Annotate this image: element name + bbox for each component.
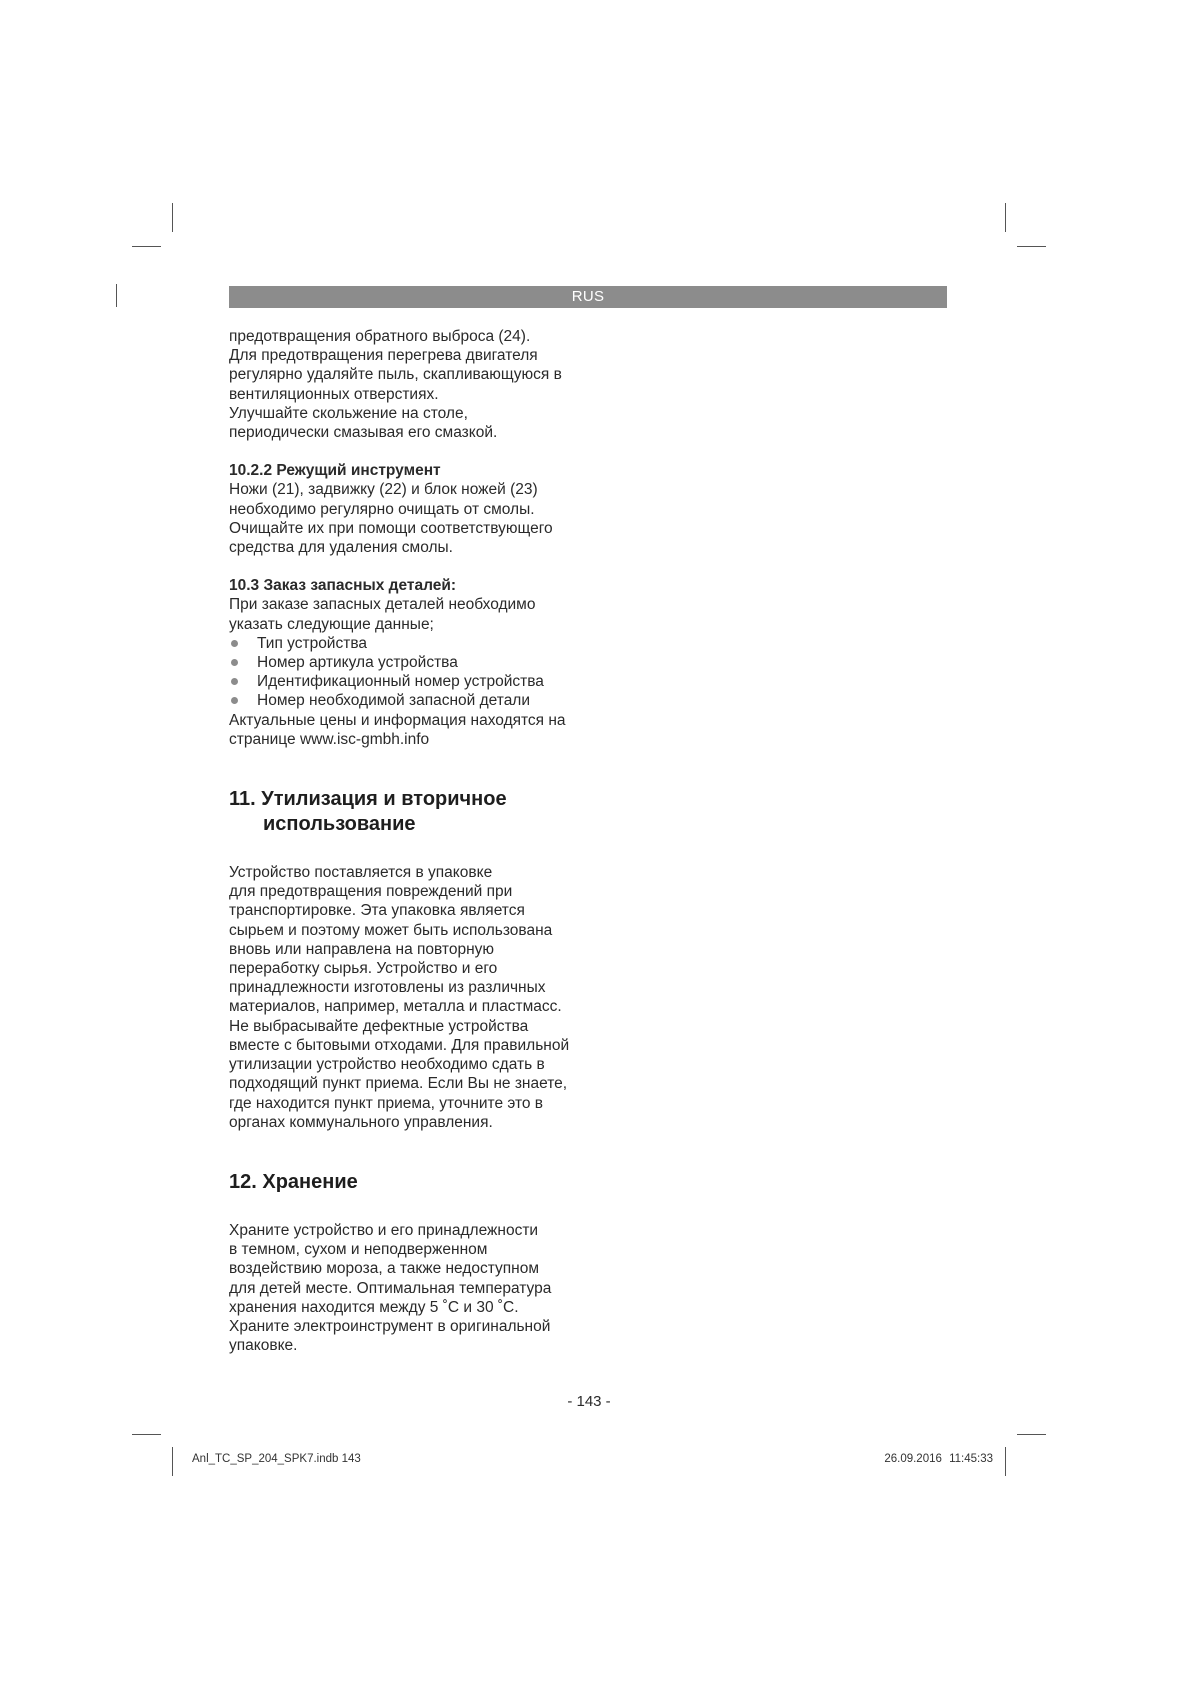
text-line: указать следующие данные; [229, 615, 434, 633]
storage-paragraph [229, 1221, 599, 1355]
bullet-icon [231, 640, 238, 647]
crop-mark [1017, 246, 1046, 247]
storage-title [229, 1170, 599, 1195]
text-line: утилизации устройство необходимо сдать в [229, 1056, 545, 1074]
language-label: RUS [571, 288, 605, 305]
text-line: упаковке. [229, 1337, 298, 1355]
text-line: органах коммунального управления. [229, 1113, 493, 1131]
crop-mark [1017, 1434, 1046, 1435]
disposal-title-line: использование [263, 813, 416, 836]
disposal-paragraph [229, 863, 599, 1132]
text-line: материалов, например, металла и пластмасс. [229, 998, 562, 1016]
text-line: необходимо регулярно очищать от смолы. [229, 500, 535, 518]
disposal-title [229, 787, 599, 837]
list-item-text: Номер артикула устройства [257, 654, 458, 672]
page-number: - 143 - [567, 1393, 611, 1410]
spare-parts-section [229, 576, 599, 749]
crop-mark [132, 246, 161, 247]
list-item-text: Номер необходимой запасной детали [257, 692, 531, 710]
crop-mark [1005, 203, 1006, 232]
list-item-text: Тип устройства [257, 634, 367, 652]
disposal-title-line: 11. Утилизация и вторичное [229, 788, 507, 811]
crop-mark [1005, 1447, 1006, 1476]
text-line: Храните устройство и его принадлежности [229, 1221, 539, 1239]
list-item [229, 653, 599, 672]
text-line: предотвращения обратного выброса (24). [229, 328, 531, 345]
crop-mark [172, 203, 173, 232]
text-line: периодически смазывая его смазкой. [229, 424, 498, 442]
list-item [229, 672, 599, 691]
text-line: транспортировке. Эта упаковка является [229, 902, 525, 920]
text-line: регулярно удаляйте пыль, скапливающуюся в [229, 366, 562, 384]
spare-parts-heading: 10.3 Заказ запасных деталей: [229, 577, 457, 595]
continuation-paragraph [229, 327, 599, 442]
crop-mark [116, 284, 117, 307]
text-line: для детей месте. Оптимальная температура [229, 1279, 552, 1297]
text-line: воздействию мороза, а также недоступном [229, 1260, 540, 1278]
text-line: переработку сырья. Устройство и его [229, 960, 498, 978]
cutting-tool-section [229, 461, 599, 557]
text-line: При заказе запасных деталей необходимо [229, 596, 536, 614]
spare-parts-list [229, 634, 599, 711]
text-line: вентиляционных отверстиях. [229, 385, 439, 403]
footer-timestamp: 26.09.2016 11:45:33 [884, 1453, 993, 1465]
crop-mark [172, 1447, 173, 1476]
crop-mark [132, 1434, 161, 1435]
list-item-text: Идентификационный номер устройства [257, 673, 544, 691]
list-item [229, 691, 599, 710]
bullet-icon [231, 659, 238, 666]
text-line: Храните электроинструмент в оригинальной [229, 1317, 551, 1335]
text-line: Для предотвращения перегрева двигателя [229, 347, 538, 365]
bullet-icon [231, 697, 238, 704]
text-line: Ножи (21), задвижку (22) и блок ножей (23) [229, 481, 538, 499]
text-line: Не выбрасывайте дефектные устройства [229, 1017, 529, 1035]
text-line: в темном, сухом и неподверженном [229, 1241, 488, 1259]
text-line: подходящий пункт приема. Если Вы не знаете, [229, 1075, 568, 1093]
list-item [229, 634, 599, 653]
text-line: вместе с бытовыми отходами. Для правильной [229, 1036, 570, 1054]
main-content [229, 327, 599, 1355]
text-line: сырьем и поэтому может быть использована [229, 921, 553, 939]
text-line: вновь или направлена на повторную [229, 940, 495, 958]
text-line: Очищайте их при помощи соответствующего [229, 519, 553, 537]
bullet-icon [231, 678, 238, 685]
text-line: хранения находится между 5 ˚C и 30 ˚C. [229, 1298, 519, 1316]
text-line: Актуальные цены и информация находятся на [229, 711, 566, 729]
text-line: принадлежности изготовлены из различных [229, 979, 546, 997]
text-line: средства для удаления смолы. [229, 539, 453, 557]
storage-title-line: 12. Хранение [229, 1170, 358, 1193]
text-line: где находится пункт приема, уточните это в [229, 1094, 544, 1112]
language-header-bar [229, 286, 947, 308]
text-line: для предотвращения повреждений при [229, 883, 513, 901]
footer-file-info: Anl_TC_SP_204_SPK7.indb 143 [192, 1453, 361, 1465]
text-line: Устройство поставляется в упаковке [229, 864, 493, 882]
text-line: странице www.isc-gmbh.info [229, 730, 430, 748]
cutting-tool-heading: 10.2.2 Режущий инструмент [229, 462, 441, 480]
text-line: Улучшайте скольжение на столе, [229, 404, 468, 422]
